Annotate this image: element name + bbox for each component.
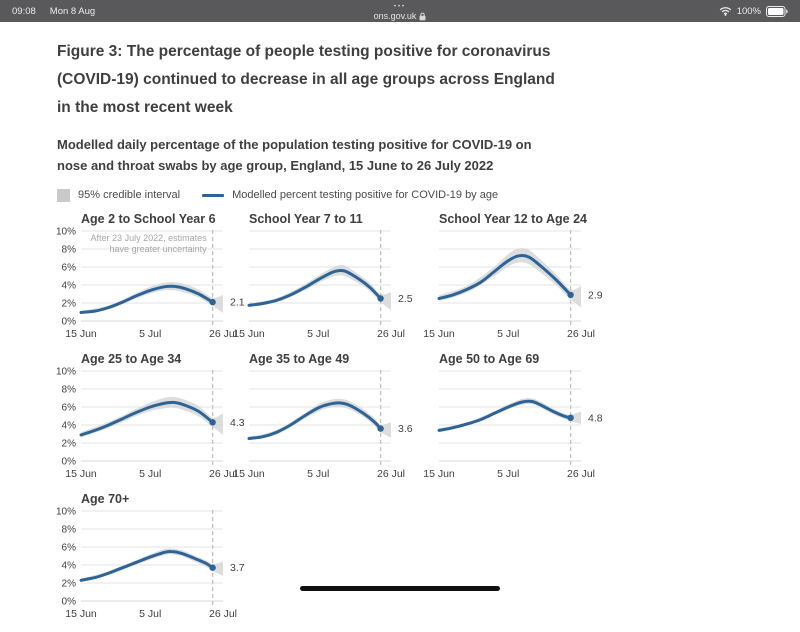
line-swatch-icon	[202, 194, 224, 197]
svg-text:4%: 4%	[61, 560, 76, 572]
svg-text:5 Jul: 5 Jul	[139, 467, 162, 480]
svg-text:15 Jun: 15 Jun	[233, 327, 265, 340]
home-indicator[interactable]	[300, 586, 500, 591]
chart-cell-school-year-12-to-age-24	[423, 211, 627, 340]
page-content	[0, 22, 800, 632]
battery-icon	[766, 6, 788, 17]
svg-text:6%: 6%	[61, 542, 76, 554]
chart-title: Age 2 to School Year 6	[81, 211, 216, 226]
legend-item-modelled-line	[202, 189, 498, 201]
svg-text:26 Jul: 26 Jul	[566, 467, 596, 480]
svg-text:4.3: 4.3	[230, 416, 245, 429]
svg-text:5 Jul: 5 Jul	[497, 467, 520, 480]
svg-text:0%: 0%	[61, 316, 76, 328]
chart-plot	[423, 369, 613, 480]
chart-title: Age 25 to Age 34	[81, 351, 182, 366]
svg-text:15 Jun: 15 Jun	[423, 327, 455, 340]
svg-text:26 Jul: 26 Jul	[208, 607, 238, 620]
svg-text:have greater uncertainty: have greater uncertainty	[109, 243, 207, 254]
chart-legend	[57, 189, 800, 202]
chart-title: Age 50 to Age 69	[439, 351, 540, 366]
svg-text:15 Jun: 15 Jun	[65, 327, 97, 340]
svg-text:26 Jul: 26 Jul	[208, 327, 238, 340]
svg-text:2.5: 2.5	[398, 292, 413, 305]
svg-text:2.1: 2.1	[230, 296, 245, 309]
svg-text:8%: 8%	[61, 244, 76, 256]
svg-text:0%: 0%	[61, 596, 76, 608]
chart-plot	[55, 506, 255, 620]
svg-text:10%: 10%	[55, 226, 76, 238]
chart-row	[57, 212, 800, 352]
chart-row	[57, 352, 800, 492]
small-multiples-grid	[57, 212, 800, 632]
legend-label: Modelled percent testing positive for COVID-19 by age	[232, 189, 499, 202]
chart-title: School Year 12 to Age 24	[439, 211, 587, 226]
figure-subtitle: Modelled daily percentage of the population testing positive for COVID-19 on nose and throat swabs by age group, England, 15 June to 26 July 2022	[57, 136, 532, 173]
svg-text:4.8: 4.8	[588, 412, 603, 425]
chart-cell-age-2-to-school-year-6	[57, 212, 247, 339]
svg-text:2%: 2%	[61, 298, 76, 310]
status-bar	[0, 0, 800, 22]
figure-title: Figure 3: The percentage of people testing positive for coronavirus (COVID-19) continued to decrease in all age groups across England in the most recent week	[57, 43, 555, 117]
svg-text:2.9: 2.9	[588, 289, 603, 302]
svg-text:26 Jul: 26 Jul	[376, 467, 406, 480]
svg-text:5 Jul: 5 Jul	[139, 607, 162, 620]
clock: 09:08	[12, 5, 36, 17]
battery-percent: 100%	[736, 5, 761, 17]
svg-text:After 23 July 2022, estimates: After 23 July 2022, estimates	[90, 232, 207, 243]
svg-text:4%: 4%	[61, 280, 76, 292]
tab-overview-dots[interactable]: •••	[393, 3, 407, 10]
svg-text:5 Jul: 5 Jul	[497, 327, 520, 340]
chart-row	[57, 492, 800, 632]
svg-text:4%: 4%	[61, 420, 76, 432]
svg-text:15 Jun: 15 Jun	[65, 467, 97, 480]
svg-text:0%: 0%	[61, 456, 76, 468]
chart-plot	[55, 226, 255, 340]
svg-text:26 Jul: 26 Jul	[376, 327, 406, 340]
chart-title: School Year 7 to 11	[249, 211, 363, 226]
chart-cell-age-50-to-age-69	[423, 351, 627, 480]
svg-text:6%: 6%	[61, 402, 76, 414]
svg-text:10%: 10%	[55, 366, 76, 378]
svg-text:15 Jun: 15 Jun	[233, 467, 265, 480]
legend-label: 95% credible interval	[78, 189, 181, 202]
svg-text:2%: 2%	[61, 438, 76, 450]
chart-title: Age 70+	[81, 491, 130, 506]
svg-text:15 Jun: 15 Jun	[65, 607, 97, 620]
svg-text:6%: 6%	[61, 262, 76, 274]
svg-text:3.6: 3.6	[398, 422, 413, 435]
svg-text:3.7: 3.7	[230, 561, 245, 574]
svg-text:8%: 8%	[61, 384, 76, 396]
band-swatch-icon	[57, 189, 70, 202]
svg-text:5 Jul: 5 Jul	[307, 467, 330, 480]
date: Mon 8 Aug	[49, 5, 96, 17]
svg-text:5 Jul: 5 Jul	[307, 327, 330, 340]
chart-plot	[423, 229, 613, 340]
svg-text:26 Jul: 26 Jul	[566, 327, 596, 340]
chart-cell-age-25-to-age-34	[57, 352, 247, 479]
svg-text:26 Jul: 26 Jul	[208, 467, 238, 480]
svg-text:8%: 8%	[61, 524, 76, 536]
svg-text:2%: 2%	[61, 578, 76, 590]
wifi-icon	[719, 6, 732, 16]
legend-item-credible-interval	[57, 189, 180, 202]
svg-text:5 Jul: 5 Jul	[139, 327, 162, 340]
address-bar[interactable]	[374, 12, 427, 21]
svg-text:10%: 10%	[55, 506, 76, 518]
lock-icon	[419, 12, 426, 21]
url-text: ons.gov.uk	[373, 10, 417, 21]
chart-title: Age 35 to Age 49	[249, 351, 350, 366]
chart-plot	[55, 366, 255, 480]
svg-text:15 Jun: 15 Jun	[423, 467, 455, 480]
